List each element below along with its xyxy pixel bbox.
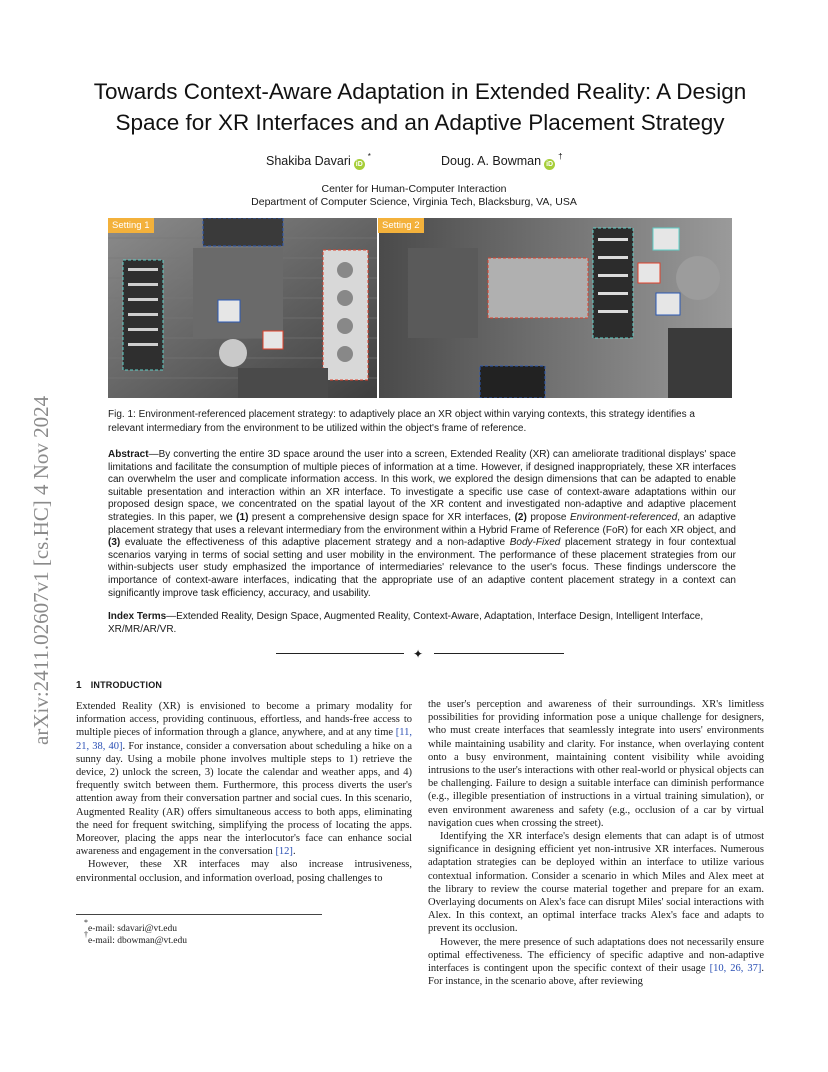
section-heading	[76, 680, 162, 691]
paragraph-text: Extended Reality (XR) is envisioned to become a primary modality for information access, providing continuous, effortless, and hands-free access to multiple pieces of information through a glance, anywhere, and at any time	[76, 701, 412, 739]
abstract-text: propose	[526, 511, 570, 523]
left-column	[76, 700, 412, 885]
footnote-rule	[76, 914, 322, 915]
affiliation-line-1: Center for Human-Computer Interaction	[321, 183, 507, 195]
affiliation-line-2: Department of Computer Science, Virginia Tech, Blacksburg, VA, USA	[251, 196, 577, 208]
abstract-text: , an adaptive placement strategy that uses a relevant intermediary from the environment within a Hybrid Frame of Reference (FoR) for each XR object, and	[108, 511, 736, 536]
abstract-label: Abstract	[108, 449, 149, 460]
index-terms-label: Index Terms	[108, 611, 167, 622]
author-mark: *	[367, 152, 371, 161]
citation-link[interactable]: [11, 21, 38, 40]	[76, 727, 412, 752]
abstract	[108, 449, 736, 600]
footnote-mark: †	[84, 930, 88, 939]
citation-link[interactable]: [12]	[275, 846, 293, 858]
section-number: 1	[76, 680, 82, 691]
figure-caption: Fig. 1: Environment-referenced placement strategy: to adaptively place an XR object within varying contexts, this strategy identifies a relevant intermediary from the environment to be utilized within the object's frame of reference.	[108, 409, 695, 434]
right-column	[428, 698, 764, 988]
arxiv-id: arXiv:2411.02607v1 [cs.HC] 4 Nov 2024	[29, 395, 53, 745]
footnote-2	[84, 930, 187, 946]
paragraph	[76, 700, 412, 858]
paragraph-text: . For instance, consider a conversation about scheduling a hike on a sunny day. Using a mobile phone involves multiple steps to 1) retrieve the device, 2) unlock the screen, 3) locate the calendar and weather apps, and 4) frequently switch between them. Furthermore, this process diverts the user's attention away from their conversation partner and social cues. In this scenario, Augmented Reality (AR) offers simultaneous access to both apps, eliminating the need for frequent switching, simplifying the process of locating the apps. Moreover, placing the apps near the interlocutor's face can enhance social awareness and engagement in the conversation	[76, 740, 412, 858]
paper-title	[60, 76, 780, 138]
footnote-text: e-mail: dbowman@vt.edu	[88, 936, 187, 946]
title-line-2: Space for XR Interfaces and an Adaptive Placement Strategy	[115, 110, 725, 135]
figure-1	[108, 218, 732, 398]
abstract-enum: (2)	[514, 511, 527, 523]
citation-link[interactable]: [10, 26, 37]	[709, 963, 762, 975]
footnote-text: e-mail: sdavari@vt.edu	[88, 924, 177, 934]
setting-2-label: Setting 2	[378, 218, 424, 233]
divider-right	[434, 653, 564, 654]
author-1	[266, 152, 371, 170]
orcid-icon[interactable]: iD	[355, 161, 363, 168]
abstract-enum: (1)	[236, 511, 249, 523]
abstract-text: evaluate the effectiveness of this adaptive placement strategy and a non-adaptive	[120, 537, 510, 549]
paragraph: Identifying the XR interface's design elements that can adapt is of utmost significance in designing efficient yet non-intrusive XR interfaces. Numerous adaptation strategies can be deployed within an interface to utilize various contextual information. Consider a scenario in which Miles and Alex meet at the library to review the course material together and prepare for an exam. Overlaying documents on Alex's face can disrupt Miles' social interactions with Alex. In this context, an optimal interface tracks Alex's face and adapts to prevent its occlusion.	[428, 831, 764, 935]
abstract-emphasis: Environment-referenced	[569, 511, 678, 523]
paragraph: the user's perception and awareness of their surroundings. XR's limitless possibilities for providing information pose a unique challenge for designers, who must create interfaces that seamlessly integrate into users' environments while maintaining usability and clarity. For instance, when overlaying content onto a busy environment, maintaining content visibility while avoiding intrusions to the user's interactions with other real-world or physical objects can be challenging. Failure to design a suitable interface can diminish performance (e.g., illegible presentiation of instructions in a virtual training simulation), or even environment awareness and safety (e.g., occlusion of a car by virtual navigation cues when crossing the street).	[428, 699, 764, 829]
author-mark: †	[558, 152, 563, 161]
abstract-text: present a comprehensive design space for XR interfaces,	[248, 511, 515, 523]
section-title: INTRODUCTION	[90, 680, 163, 690]
divider-left	[276, 653, 404, 654]
setting-1-label: Setting 1	[108, 218, 154, 233]
abstract-text: —By converting the entire 3D space around the user into a screen, Extended Reality (XR) can ameliorate traditional displays' space limitations and facilitate the consumption of multiple pieces of information at a time. However, if designed inappropriately, these XR interfaces can overwhelm the user and complicate information access. In this work, we explored the design dimensions that can be adapted to enable suitable presentation and interaction within an XR interface. To investigate a specific use case of context-aware adaptations within our proposed design space, we concentrated on the spatial layout of the XR content and investigated non-adaptive and adaptive placement strategies. In this paper, we	[108, 449, 736, 523]
paragraph-text: However, the mere presence of such adaptations does not necessarily ensure optimal effectiveness. The efficiency of specific adaptive and non-adaptive interfaces is contingent upon the specific context of their usage	[428, 936, 764, 975]
paragraph-text: .	[292, 846, 296, 858]
footnote-mark: *	[84, 918, 88, 927]
index-terms	[108, 611, 736, 636]
figure-illustration	[108, 218, 732, 398]
paragraph: However, these XR interfaces may also increase intrusiveness, environmental occlusion, and information overload, posing challenges to	[76, 859, 412, 884]
title-line-1: Towards Context-Aware Adaptation in Extended Reality: A Design	[93, 79, 747, 104]
arxiv-stamp	[18, 290, 58, 750]
author-2	[441, 152, 563, 170]
abstract-emphasis: Body-Fixed	[509, 537, 561, 549]
author-name: Doug. A. Bowman	[441, 154, 542, 168]
abstract-enum: (3)	[108, 537, 121, 549]
divider-diamond-icon: ✦	[413, 647, 424, 661]
author-name: Shakiba Davari	[266, 154, 351, 168]
paragraph	[428, 936, 764, 989]
paragraph-text: . For instance, in the scenario above, after reviewing	[428, 963, 764, 988]
index-terms-text: —Extended Reality, Design Space, Augmented Reality, Context-Aware, Adaptation, Interface Design, Intelligent Interface, XR/MR/AR/VR.	[108, 611, 704, 635]
orcid-icon[interactable]: iD	[546, 161, 554, 168]
abstract-text: placement strategy in four contextual scenarios varying in terms of social setting and user mobility in the environment. The performance of these placement strategies from our within-subjects user study emphasized the importance of intermediaries' relevance to the user's focus. These findings underscore the importance of context-aware interfaces, indicating that the appropriate use of an adaptive content placement strategy in a context can significantly improve task efficiency, accuracy, and usability.	[108, 537, 737, 599]
